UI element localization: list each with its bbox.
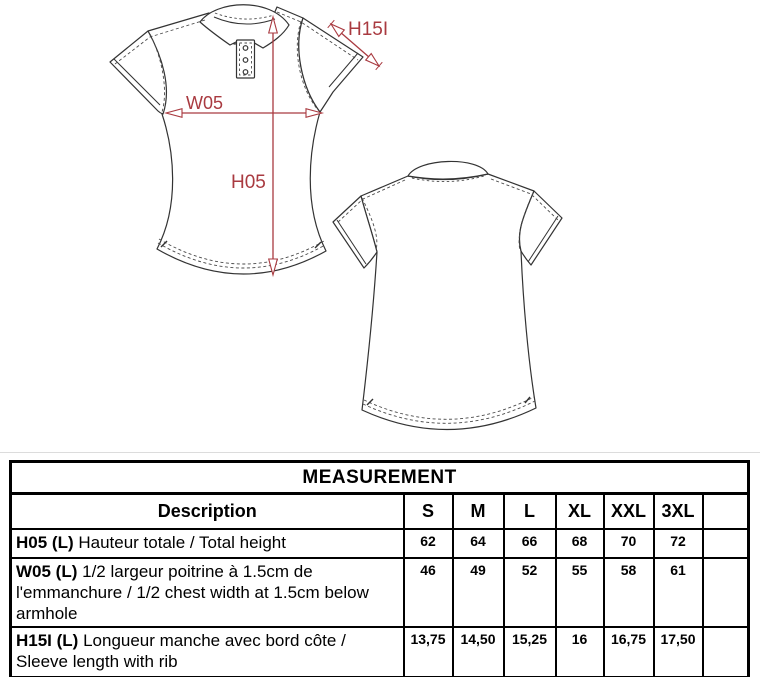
table-row [11,558,749,627]
size-header-xxl: XXL [604,494,654,530]
measurement-table [9,460,750,677]
table-title: MEASUREMENT [11,462,749,494]
h15i-label: H15I [348,19,389,40]
size-header-m: M [453,494,504,530]
value-cell: 13,75 [404,627,453,677]
empty-cell [703,558,749,627]
value-cell: 61 [654,558,703,627]
value-cell: 64 [453,529,504,558]
measure-text: 1/2 largeur poitrine à 1.5cm de l'emmanchure / 1/2 chest width at 1.5cm below armhole [16,562,369,623]
size-header-3xl: 3XL [654,494,703,530]
value-cell: 62 [404,529,453,558]
measure-text: Hauteur totale / Total height [78,533,286,552]
row-description [11,558,404,627]
value-cell: 55 [556,558,604,627]
value-cell: 15,25 [504,627,556,677]
value-cell: 72 [654,529,703,558]
polo-back-view [333,161,562,429]
value-cell: 66 [504,529,556,558]
value-cell: 49 [453,558,504,627]
size-header-empty [703,494,749,530]
placket-button [243,70,248,75]
value-cell: 14,50 [453,627,504,677]
polo-front-view [110,5,363,274]
empty-cell [703,529,749,558]
measure-code: H05 (L) [16,533,74,552]
value-cell: 16,75 [604,627,654,677]
size-header-l: L [504,494,556,530]
placket-button [243,46,248,51]
value-cell: 70 [604,529,654,558]
table-row [11,627,749,677]
h05-label: H05 [231,172,266,193]
size-header-s: S [404,494,453,530]
placket-button [243,58,248,63]
description-header: Description [11,494,404,530]
value-cell: 52 [504,558,556,627]
table-row [11,529,749,558]
table-header-row [11,494,749,530]
measure-code: W05 (L) [16,562,78,581]
value-cell: 68 [556,529,604,558]
back-body [361,174,536,430]
value-cell: 16 [556,627,604,677]
measure-text: Longueur manche avec bord côte / Sleeve length with rib [16,631,346,671]
row-description [11,627,404,677]
table-title-row [11,462,749,494]
empty-cell [703,627,749,677]
value-cell: 58 [604,558,654,627]
measure-code: H15I (L) [16,631,79,650]
w05-label: W05 [186,93,224,113]
row-description [11,529,404,558]
value-cell: 46 [404,558,453,627]
back-collar [408,161,488,179]
value-cell: 17,50 [654,627,703,677]
size-header-xl: XL [556,494,604,530]
